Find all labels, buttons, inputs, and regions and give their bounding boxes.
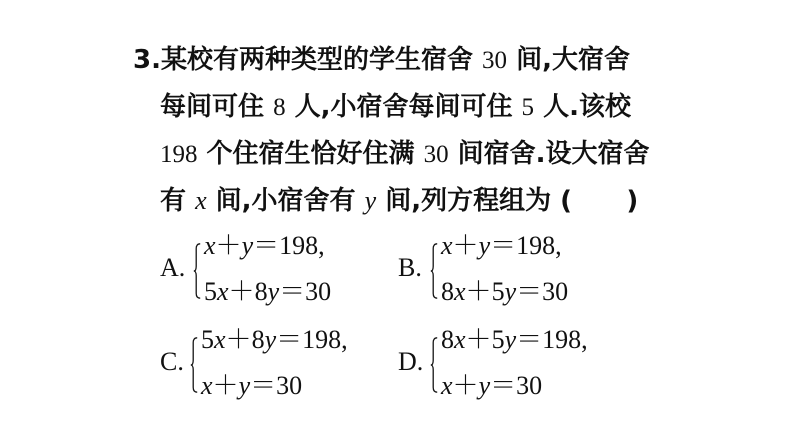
question-line-2 xyxy=(160,87,631,127)
option-b-equation-2: 8x＋5y＝30 xyxy=(441,277,569,306)
question-line-4 xyxy=(160,181,638,221)
question-text: 个住宿生恰好住满 xyxy=(197,139,424,169)
option-d-brace xyxy=(430,330,438,400)
option-c-brace xyxy=(190,330,198,400)
question-number-value: 30 xyxy=(423,141,449,168)
option-c-equation-2: x＋y＝30 xyxy=(201,371,303,400)
option-d-equation-1: 8x＋5y＝198, xyxy=(441,325,588,354)
question-number-value: 198 xyxy=(160,141,198,168)
question-text: 每间可住 xyxy=(160,92,274,122)
option-d-label[interactable]: D. xyxy=(398,347,424,376)
question-text: 间,列方程组为 ( ) xyxy=(376,186,639,216)
question-text: 有 xyxy=(160,186,196,216)
question-number: 3. xyxy=(133,45,161,75)
option-a-brace xyxy=(193,236,201,306)
question-text: 间宿舍.设大宿舍 xyxy=(448,139,650,169)
question-text: 某校有两种类型的学生宿舍 xyxy=(160,45,483,75)
option-c-label[interactable]: C. xyxy=(160,347,184,376)
question-line-1 xyxy=(133,40,630,80)
question-number-value: 8 xyxy=(273,94,286,121)
question-number-value: 30 xyxy=(482,47,508,74)
variable-y: y xyxy=(364,186,377,215)
option-b-brace xyxy=(430,236,438,306)
option-b-equation-1: x＋y＝198, xyxy=(441,231,562,260)
option-d-equation-2: x＋y＝30 xyxy=(441,371,543,400)
option-a-equation-1: x＋y＝198, xyxy=(204,231,325,260)
question-line-3 xyxy=(160,134,650,174)
question-text: 人.该校 xyxy=(534,92,631,122)
question-text: 人,小宿舍每间可住 xyxy=(285,92,522,122)
option-c-equation-1: 5x＋8y＝198, xyxy=(201,325,348,354)
option-a-equation-2: 5x＋8y＝30 xyxy=(204,277,332,306)
question-text: 间,大宿舍 xyxy=(507,45,630,75)
option-b-label[interactable]: B. xyxy=(398,253,422,282)
question-number-value: 5 xyxy=(521,94,535,121)
question-text: 间,小宿舍有 xyxy=(206,186,365,216)
option-a-label[interactable]: A. xyxy=(160,253,186,282)
variable-x: x xyxy=(195,186,207,215)
